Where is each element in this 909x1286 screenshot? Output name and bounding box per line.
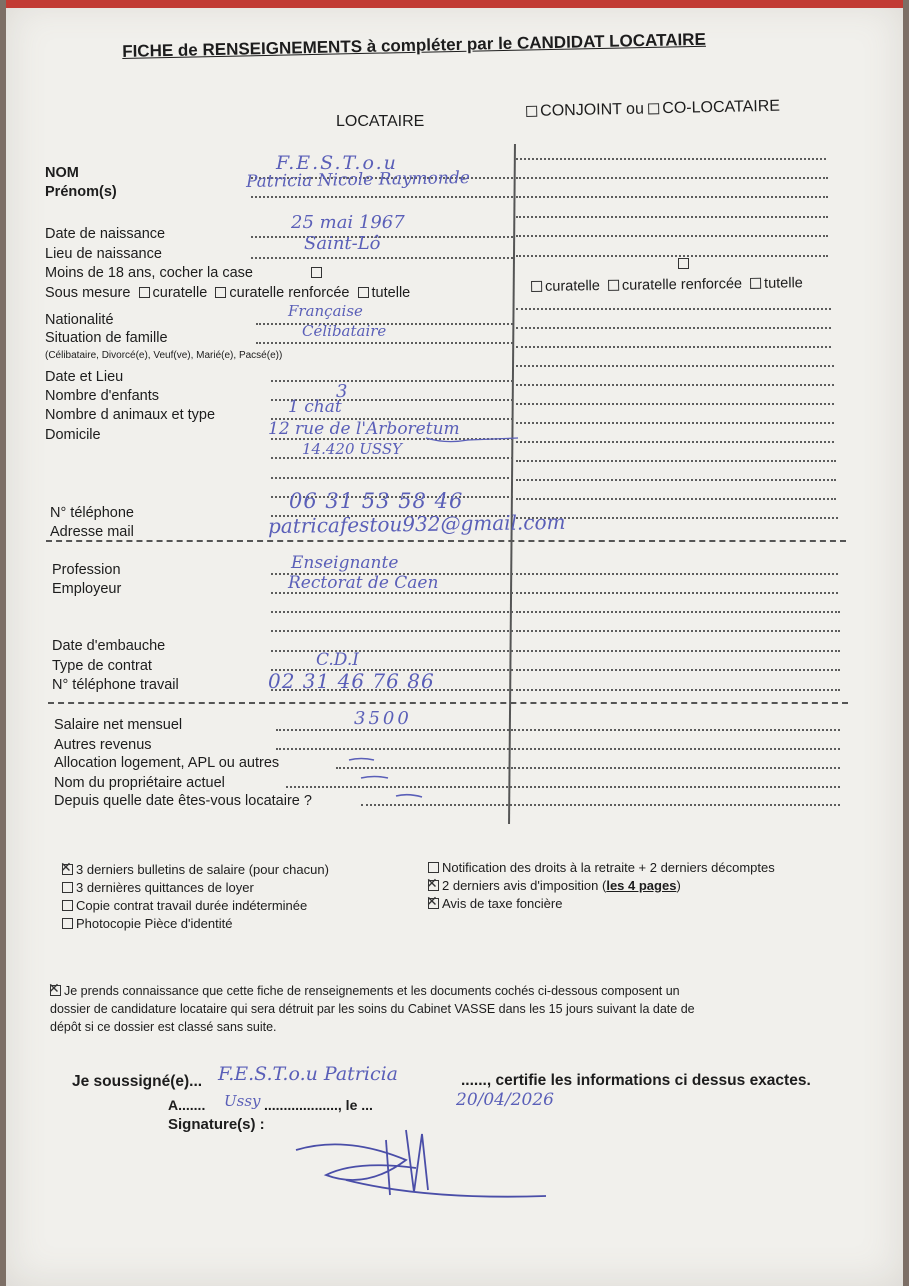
doc-right-2-checkbox[interactable] (428, 898, 439, 909)
colocataire-label: CO-LOCATAIRE (662, 97, 781, 118)
doc-left-3-checkbox[interactable] (62, 918, 73, 929)
cert-certifie: ......, certifie les informations ci dessus exactes. (461, 1072, 811, 1089)
label-domicile: Domicile (45, 427, 101, 443)
label-allocation: Allocation logement, APL ou autres (54, 755, 280, 771)
doc-left-1 (62, 880, 254, 895)
label-date-lieu: Date et Lieu (45, 369, 124, 385)
hw-animaux: 1 chat (288, 397, 342, 417)
form-sheet (6, 0, 903, 1286)
hw-date-naissance: 25 mai 1967 (291, 212, 405, 233)
cert-le: ..................., le ... (264, 1097, 373, 1113)
label-situation: Situation de famille (45, 330, 168, 346)
label-profession: Profession (52, 562, 121, 578)
notice-line-1-text: Je prends connaissance que cette fiche de renseignements et les documents cochés ci-dessous composent un (64, 984, 680, 998)
hw-nationalite: Française (288, 302, 363, 320)
hw-profession: Enseignante (291, 553, 399, 573)
label-prenom: Prénom(s) (45, 184, 117, 200)
sous-mesure-text: Sous mesure (45, 285, 131, 301)
tutelle-label: tutelle (371, 285, 411, 301)
doc-left-0-checkbox[interactable] (62, 864, 73, 875)
doc-right-2 (428, 896, 562, 911)
label-nationalite: Nationalité (45, 312, 114, 328)
label-lieu-naissance: Lieu de naissance (45, 246, 162, 262)
label-mail: Adresse mail (50, 524, 134, 540)
hw-nom: F.E.S.T.o.u (276, 152, 398, 174)
hw-prenom: Patricia Nicole Raymonde (245, 168, 471, 192)
notice-checkbox[interactable] (50, 985, 61, 996)
doc-left-0 (62, 862, 329, 877)
co-tutelle-label: tutelle (764, 275, 803, 292)
label-contrat: Type de contrat (52, 658, 152, 674)
hw-mail: patricafestou932@gmail.com (267, 509, 566, 539)
hw-contrat: C.D.I (316, 650, 359, 670)
hw-telephone: 06 31 53 58 46 (289, 489, 464, 513)
label-telephone: N° téléphone (50, 505, 134, 521)
doc-left-2 (62, 898, 307, 913)
doc-left-1-checkbox[interactable] (62, 882, 73, 893)
doc-right-1-checkbox[interactable] (428, 880, 439, 891)
hw-salaire: 3500 (354, 708, 412, 729)
cert-soussigne: Je soussigné(e)... (72, 1073, 203, 1090)
label-enfants: Nombre d'enfants (45, 388, 159, 404)
label-proprietaire: Nom du propriétaire actuel (54, 775, 225, 791)
curatelle-renforcee-label: curatelle renforcée (229, 285, 350, 301)
hw-enfants: 3 (336, 381, 348, 402)
doc-left-3 (62, 916, 232, 931)
label-animaux: Nombre d animaux et type (45, 407, 216, 423)
doc-right-1-bold: les 4 pages (606, 878, 677, 893)
label-nom: NOM (45, 165, 79, 181)
doc-left-1-label: 3 dernières quittances de loyer (76, 880, 254, 895)
doc-right-0-label: Notification des droits à la retraite + 2 derniers décomptes (442, 860, 775, 875)
hw-lieu-naissance: Saint-Lô (304, 233, 381, 254)
label-autres-revenus: Autres revenus (54, 737, 152, 753)
doc-right-0-checkbox[interactable] (428, 862, 439, 873)
label-tel-travail: N° téléphone travail (52, 677, 179, 693)
cert-a: A....... (168, 1097, 206, 1113)
label-employeur: Employeur (52, 581, 122, 597)
doc-right-1-close: ) (676, 878, 681, 893)
hw-signataire: F.E.S.T.o.u Patricia (218, 1063, 398, 1085)
signature-drawing (286, 1120, 576, 1220)
form-title: FICHE de RENSEIGNEMENTS à compléter par le CANDIDAT LOCATAIRE (122, 29, 707, 61)
doc-left-3-label: Photocopie Pièce d'identité (76, 916, 233, 931)
moins18-text: Moins de 18 ans, cocher la case (45, 265, 253, 281)
pen-strokes (6, 0, 903, 1286)
notice-line-1 (50, 984, 680, 998)
hw-domicile-1: 12 rue de l'Arboretum (268, 419, 460, 439)
label-salaire: Salaire net mensuel (54, 717, 183, 733)
notice-line-2: dossier de candidature locataire qui sera détruit par les soins du Cabinet VASSE dans les 15 jours suivant la date de (50, 1002, 695, 1016)
cert-signature-label: Signature(s) : (168, 1116, 265, 1133)
hw-date: 20/04/2026 (456, 1090, 554, 1110)
hw-employeur: Rectorat de Caen (288, 573, 439, 593)
co-curatelle-renforcee-label: curatelle renforcée (621, 276, 743, 294)
doc-right-1 (428, 878, 681, 893)
doc-left-2-label: Copie contrat travail durée indéterminée (76, 898, 308, 913)
hw-lieu: Ussy (224, 1092, 261, 1110)
label-situation-hint: (Célibataire, Divorcé(e), Veuf(ve), Marié(e), Pacsé(e)) (45, 350, 283, 361)
hw-domicile-2: 14.420 USSY (302, 440, 403, 458)
conjoint-label: CONJOINT ou (539, 100, 645, 120)
hw-situation: Célibataire (302, 322, 387, 340)
doc-left-2-checkbox[interactable] (62, 900, 73, 911)
doc-right-1-label: 2 derniers avis d'imposition ( (442, 878, 607, 893)
label-depuis: Depuis quelle date êtes-vous locataire ? (54, 793, 312, 809)
doc-left-0-label: 3 derniers bulletins de salaire (pour chacun) (76, 862, 329, 877)
label-date-naissance: Date de naissance (45, 226, 166, 242)
co-curatelle-label: curatelle (544, 278, 601, 295)
doc-right-2-label: Avis de taxe foncière (442, 896, 563, 911)
column-locataire: LOCATAIRE (336, 113, 425, 130)
hw-tel-travail: 02 31 46 76 86 (268, 669, 435, 693)
notice-line-3: dépôt si ce dossier est classé sans suite. (50, 1020, 277, 1034)
curatelle-label: curatelle (152, 285, 208, 301)
label-embauche: Date d'embauche (52, 638, 166, 654)
doc-right-0 (428, 860, 775, 875)
